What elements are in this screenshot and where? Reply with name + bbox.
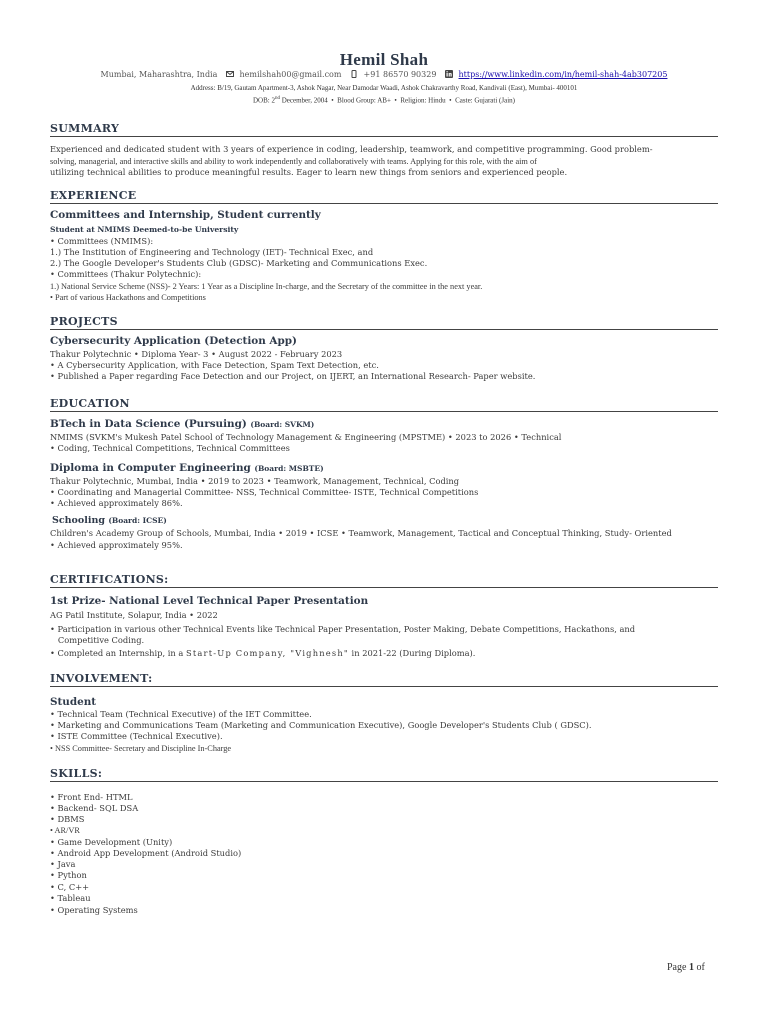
personal-details-line: DOB: 2nd December, 2004 • Blood Group: AB+ • Religion: Hindu • Caste: Gujarati (Jain)	[253, 96, 515, 105]
skill-item: • Tableau	[50, 893, 91, 903]
contact-line	[50, 70, 718, 79]
address-line: Address: B/19, Gautam Apartment-3, Ashok Nagar, Near Damodar Waadi, Ashok Chakravarthy Road, Kandivali (East), Mumbai- 400101	[190, 84, 578, 92]
involvement-heading: INVOLVEMENT:	[50, 672, 718, 687]
page-footer	[667, 962, 705, 973]
blood-group: Blood Group: AB+	[337, 96, 391, 105]
school-board: (Board: ICSE)	[108, 516, 167, 525]
phone-number: +91 86570 90329	[363, 70, 437, 79]
dob-sup: nd	[274, 96, 280, 101]
internship-suffix: in 2021-22 (During Diploma).	[348, 648, 476, 658]
btech-meta: NMIMS (SVKM's Mukesh Patel School of Technology Management & Engineering (MPSTME) • 2023 to 2026 • Technical	[50, 432, 562, 442]
page-suffix: of	[693, 962, 705, 973]
project-meta: Thakur Polytechnic • Diploma Year- 3 • August 2022 - February 2023	[50, 349, 343, 359]
certification-line: • Participation in various other Technical Events like Technical Paper Presentation, Poster Making, Debate Competitions, Hackathons, and	[50, 624, 636, 634]
diploma-board: (Board: MSBTE)	[254, 464, 324, 473]
skill-item: • Backend- SQL DSA	[50, 803, 139, 813]
skill-item: • C, C++	[50, 882, 90, 892]
experience-line: 1.) National Service Scheme (NSS)- 2 Years: 1 Year as a Discipline In-charge, and the Secretary of the committee in the next year.	[50, 282, 483, 291]
experience-line: • Part of various Hackathons and Competitions	[50, 293, 206, 302]
email-link[interactable]: hemilshah00@gmail.com	[239, 70, 342, 79]
internship-company: Start-Up Company, "Vighnesh"	[185, 648, 349, 658]
internship-prefix: • Completed an Internship, in a	[50, 648, 186, 658]
experience-line: 1.) The Institution of Engineering and Technology (IET)- Technical Exec, and	[50, 247, 374, 257]
experience-title: Committees and Internship, Student currently	[50, 209, 321, 221]
summary-line-2: solving, managerial, and interactive skills and ability to work independently and collaboratively with teams. Applying for this role, with the aim of	[50, 157, 537, 166]
skill-item: • Game Development (Unity)	[50, 837, 173, 847]
project-line: • Published a Paper regarding Face Detection and our Project, on IJERT, an International Research- Paper website.	[50, 371, 536, 381]
experience-line: • Committees (Thakur Polytechnic):	[50, 269, 202, 279]
skill-item: • Java	[50, 859, 76, 869]
skill-item: • Front End- HTML	[50, 792, 133, 802]
involvement-line: • ISTE Committee (Technical Executive).	[50, 731, 223, 741]
diploma-degree: Diploma in Computer Engineering	[50, 462, 251, 474]
summary-line-1: Experienced and dedicated student with 3 years of experience in coding, leadership, teamwork, and competitive programming. Good problem-	[50, 144, 653, 154]
skill-item: • DBMS	[50, 814, 85, 824]
dob-suffix: December, 2004	[279, 96, 328, 105]
school-line: • Achieved approximately 95%.	[50, 540, 183, 550]
involvement-line: • Marketing and Communications Team (Marketing and Communication Executive), Google Developer's Students Club ( GDSC).	[50, 720, 592, 730]
involvement-line: • Technical Team (Technical Executive) of the IET Committee.	[50, 709, 312, 719]
school-name: Schooling	[52, 515, 105, 526]
projects-heading: PROJECTS	[50, 315, 718, 330]
diploma-title	[50, 462, 324, 474]
certification-line-cont: Competitive Coding.	[50, 635, 145, 645]
summary-line-3: utilizing technical abilities to produce meaningful results. Eager to learn new things from seniors and experienced people.	[50, 167, 568, 177]
certifications-heading: CERTIFICATIONS:	[50, 573, 718, 588]
experience-line: • Committees (NMIMS):	[50, 236, 154, 246]
caste: Caste: Gujarati (Jain)	[455, 96, 515, 105]
skill-item: • Operating Systems	[50, 905, 138, 915]
btech-title	[50, 418, 314, 430]
email-icon	[226, 70, 234, 78]
phone-icon	[350, 70, 358, 78]
involvement-title: Student	[50, 696, 97, 708]
btech-board: (Board: SVKM)	[250, 420, 315, 429]
school-title	[52, 515, 167, 526]
page-number: 1	[688, 962, 694, 973]
diploma-line: • Coordinating and Managerial Committee- NSS, Technical Committee- ISTE, Technical Competitions	[50, 487, 479, 497]
school-meta: Children's Academy Group of Schools, Mumbai, India • 2019 • ICSE • Teamwork, Management, Tactical and Conceptual Thinking, Study- Oriented	[50, 528, 672, 538]
skill-item: • Android App Development (Android Studio)	[50, 848, 242, 858]
linkedin-icon	[445, 70, 453, 78]
dob-prefix: DOB: 2	[253, 96, 275, 105]
page-prefix: Page	[667, 962, 689, 973]
certification-title: 1st Prize- National Level Technical Paper Presentation	[50, 595, 369, 607]
linkedin-link[interactable]: https://www.linkedin.com/in/hemil-shah-4ab307205	[458, 70, 668, 79]
project-line: • A Cybersecurity Application, with Face Detection, Spam Text Detection, etc.	[50, 360, 379, 370]
diploma-meta: Thakur Polytechnic, Mumbai, India • 2019 to 2023 • Teamwork, Management, Technical, Coding	[50, 476, 460, 486]
involvement-line: • NSS Committee- Secretary and Discipline In-Charge	[50, 744, 232, 753]
certification-line-2	[50, 648, 718, 659]
project-title: Cybersecurity Application (Detection App)	[50, 335, 297, 347]
education-heading: EDUCATION	[50, 397, 718, 412]
skills-heading: SKILLS:	[50, 767, 718, 782]
btech-degree: BTech in Data Science (Pursuing)	[50, 418, 247, 430]
skill-item: • Python	[50, 870, 87, 880]
skill-item: • AR/VR	[50, 826, 80, 835]
religion: Religion: Hindu	[400, 96, 446, 105]
resume-name: Hemil Shah	[339, 50, 429, 69]
experience-heading: EXPERIENCE	[50, 189, 718, 204]
diploma-line: • Achieved approximately 86%.	[50, 498, 183, 508]
btech-line: • Coding, Technical Competitions, Technical Committees	[50, 443, 290, 453]
experience-subtitle: Student at NMIMS Deemed-to-be University	[50, 225, 239, 234]
experience-line: 2.) The Google Developer's Students Club (GDSC)- Marketing and Communications Exec.	[50, 258, 428, 268]
location: Mumbai, Maharashtra, India	[100, 70, 218, 79]
summary-heading: SUMMARY	[50, 122, 718, 137]
certification-meta: AG Patil Institute, Solapur, India • 2022	[50, 610, 218, 620]
